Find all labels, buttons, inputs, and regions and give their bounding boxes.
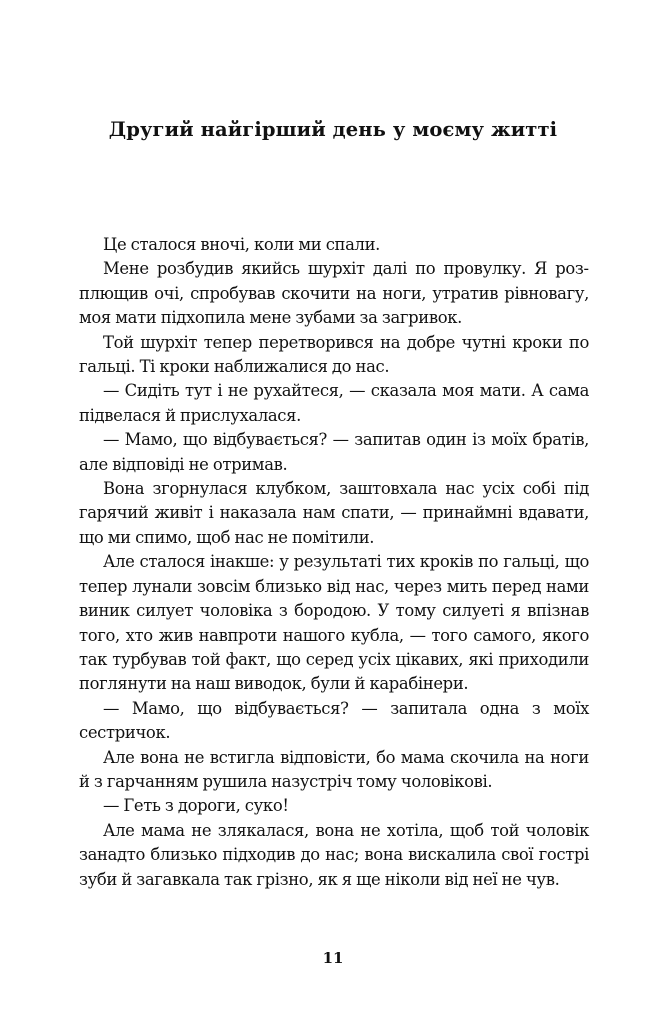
paragraph-7: Але сталося інакше: у результаті тих кроків по гальці, що тепер лунали зовсім близько від нас, через мить перед нами виник силует чоловіка з бородою. У тому силуеті я впізнав того, хто жив навпроти нашого кубла, — того самого, якого так турбував той факт, що серед усіх цікавих, які приходили поглянути на наш виводок, були й карабінери. (79, 552, 589, 694)
chapter-title: Другий найгірший день у моєму житті (108, 118, 558, 141)
paragraph-11: Але мама не злякалася, вона не хотіла, щоб той чоловік занадто близько підходив до нас; вона вискалила свої гострі зуби й загавкала так грізно, як я ще ніколи від неї не чув. (79, 820, 589, 889)
page-number: 11 (322, 949, 344, 967)
paragraph-5: — Мамо, що відбувається? — запитав один із моїх братів, але відповіді не отримав. (79, 430, 589, 474)
paragraph-4: — Сидіть тут і не рухайтеся, — сказала моя мати. А сама підвелася й прислухалася. (79, 381, 589, 425)
paragraph-9: Але вона не встигла відповісти, бо мама скочила на ноги й з гарчанням рушила назустріч тому чоловікові. (79, 747, 589, 791)
paragraph-3: Той шурхіт тепер перетворився на добре чутні кроки по гальці. Ті кроки наближалися до нас. (79, 332, 589, 377)
paragraph-6: Вона згорнулася клубком, заштовхала нас усіх собі під гарячий живіт і наказала нам спати, — принаймні вдавати, що ми спимо, щоб нас не помітили. (79, 479, 589, 547)
paragraph-10: — Геть з дороги, суко! (103, 796, 289, 816)
paragraph-8: — Мамо, що відбувається? — запитала одна з моїх сестричок. (79, 698, 589, 743)
body-text (79, 233, 589, 892)
paragraph-1: Це сталося вночі, коли ми спали. (103, 235, 381, 254)
paragraph-2: Мене розбудив якийсь шурхіт далі по провулку. Я розплющив очі, спробував скочити на ноги, утратив рівновагу, моя мати підхопила мене зубами за загривок. (79, 259, 589, 328)
